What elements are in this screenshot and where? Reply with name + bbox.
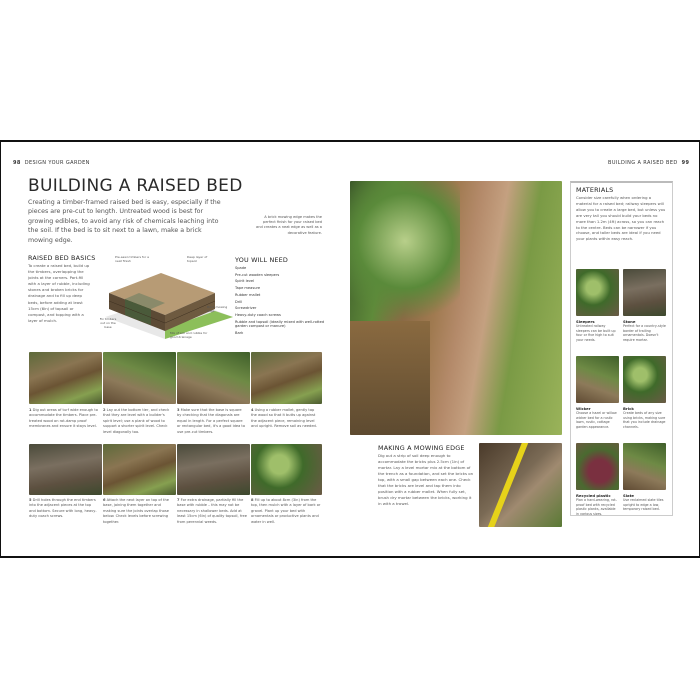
running-head-right xyxy=(608,160,689,166)
diagram-label: Pre-sawn timbers for a neat finish xyxy=(115,255,149,263)
material-caption: Wicker Choose a hazel or willow wicker bed for a rustic lawn, rustic, cottage garden appearance. xyxy=(576,406,617,429)
running-head-left xyxy=(13,160,90,166)
running-head-text: DESIGN YOUR GARDEN xyxy=(24,160,90,166)
material-photo-sleepers xyxy=(576,269,619,316)
mowing-edge-text: Dig out a strip of soil deep enough to accommodate the bricks plus 2.5cm (1in) of mortar. Lay a level mortar mix at the bottom of the trench as a foundation, and set the bricks on top, with a small gap between each one. Check that the bricks are level and tap them into position with a rubber mallet. When fully set, brush dry mortar between the bricks, working it in with a trowel. xyxy=(378,453,474,506)
basics-heading: RAISED BED BASICS xyxy=(28,254,96,262)
need-item: Spirit level xyxy=(235,279,255,284)
need-item: Pre-cut wooden sleepers xyxy=(235,272,280,277)
step-caption-2: 2 Lay out the bottom tier, and check that they are level with a builder's spirit level; use a plank of wood to support a shorter spirit level. Check level diagonally too. xyxy=(103,408,170,434)
need-item: Heavy-duty coach screws xyxy=(235,312,281,317)
page-number: 99 xyxy=(681,160,690,166)
running-head-text: BUILDING A RAISED BED xyxy=(608,160,678,166)
step-photo-5 xyxy=(29,444,102,495)
material-caption: Sleepers Untreated railway sleepers can be built up four or five high to suit your needs. xyxy=(576,319,616,342)
mowing-edge-heading: MAKING A MOWING EDGE xyxy=(378,444,465,452)
step-photo-8 xyxy=(251,444,322,495)
need-item: Rubber mallet xyxy=(235,292,261,297)
step-caption-6: 6 Attach the next layer on top of the base, joining them together and making sure the joints overlap those below. Check levels before screwing together. xyxy=(103,498,169,524)
materials-text: Consider size carefully when ordering a material for a raised bed; railway sleepers will allow you to create a large bed, but unless you are very tall you should build your beds no more than 1.2m (4ft) across, so you can reach to the centre. Beds can be narrower if you choose, and taller beds are ideal if you need your plants within easy reach. xyxy=(576,195,666,242)
material-caption: Recycled plastic Plan a hard-wearing, rot-proof bed with recycled plastic planks, available in various sizes. xyxy=(576,493,617,516)
step-caption-4: 4 Using a rubber mallet, gently tap the wood so that it butts up against the adjacent piece, remaining level and upright. Remove soil as needed. xyxy=(251,408,317,429)
diagram-label: Fix timbers out on the base xyxy=(99,317,117,329)
page-number: 98 xyxy=(13,160,21,166)
material-photo-slate xyxy=(623,443,666,490)
step-caption-5: 5 Drill holes through the end timbers into the adjacent pieces at the top and bottom. Secure with long, heavy-duty coach screws. xyxy=(29,498,97,519)
you-will-need-list xyxy=(235,265,327,337)
step-photo-3 xyxy=(177,352,250,404)
material-caption: Stone Perfect for a country-style border of trailing ornamentals. Doesn't require mortar. xyxy=(623,319,666,342)
material-photo-wicker xyxy=(576,356,619,403)
step-photo-7 xyxy=(177,444,250,495)
page-title: BUILDING A RAISED BED xyxy=(28,176,243,196)
material-photo-brick xyxy=(623,356,666,403)
step-photo-6 xyxy=(103,444,176,495)
hero-photo-raised-bed xyxy=(350,181,562,435)
need-item: Screwdriver xyxy=(235,306,257,311)
need-item: Bark xyxy=(235,330,244,335)
need-item: Tape measure xyxy=(235,286,261,291)
intro-paragraph: Creating a timber-framed raised bed is easy, especially if the pieces are pre-cut to length. Untreated wood is best for growing edibles, to avoid any risk of chemicals leaching into the soil. If the bed is to sit next to a lawn, make a brick mowing edge. xyxy=(28,199,221,244)
material-photo-stone xyxy=(623,269,666,316)
step-photo-4 xyxy=(251,352,322,404)
diagram-label: Brick mowing edge xyxy=(207,305,228,313)
basics-text: To create a raised bed, build up the timbers, overlapping the joints at the corners. Part-fill with a layer of rubble, including stones and broken bricks for drainage and to fill up deep beds, before adding at least 15cm (6in) of topsoil or compost, and topping with a layer of mulch. xyxy=(28,263,90,323)
step-caption-3: 3 Make sure that the base is square by checking that the diagonals are equal in length. For a perfect square or rectangular bed, it's a good idea to use pre-cut timbers. xyxy=(177,408,246,434)
raised-bed-diagram xyxy=(95,255,233,343)
you-will-need-heading: YOU WILL NEED xyxy=(235,256,289,264)
step-photo-2 xyxy=(103,352,176,404)
materials-heading: MATERIALS xyxy=(576,186,614,194)
step-photo-1 xyxy=(29,352,102,404)
material-caption: Brick Create beds of any size using bricks, making sure that you include drainage channels. xyxy=(623,406,666,429)
need-item: Spade xyxy=(235,266,247,270)
side-caption: A brick mowing edge makes the perfect finish for your raised bed and creates a neat edge as well as a decorative feature. xyxy=(256,215,322,235)
step-caption-1: 1 Dig out areas of turf wide enough to accommodate the timbers. Place pre-treated wood on rot-damp proof membranes and ensure it stays level. xyxy=(29,408,98,429)
diagram-label: Deep layer of topsoil xyxy=(187,255,208,263)
material-caption: Slate Use reclaimed slate tiles upright to edge a low, temporary raised bed. xyxy=(623,493,664,512)
need-item: Rubble and topsoil (ideally mixed with well-rotted garden compost or manure) xyxy=(235,319,325,329)
need-item: Drill xyxy=(235,299,243,304)
mowing-edge-photo xyxy=(479,443,562,527)
step-caption-7: 7 For extra drainage, partially fill the base with rubble – this may not be necessary in shallower beds. Add at least 15cm (6in) of quality topsoil, free from perennial weeds. xyxy=(177,498,247,524)
materials-panel xyxy=(570,181,673,516)
material-photo-plastic xyxy=(576,443,619,490)
diagram-label: Mix of soil and rubble for good drainage xyxy=(170,331,208,339)
step-caption-8: 8 Fill up to about 8cm (3in) from the top, then mulch with a layer of bark or gravel. Plant up your bed with ornamentals or productive plants and water in well. xyxy=(251,498,321,524)
